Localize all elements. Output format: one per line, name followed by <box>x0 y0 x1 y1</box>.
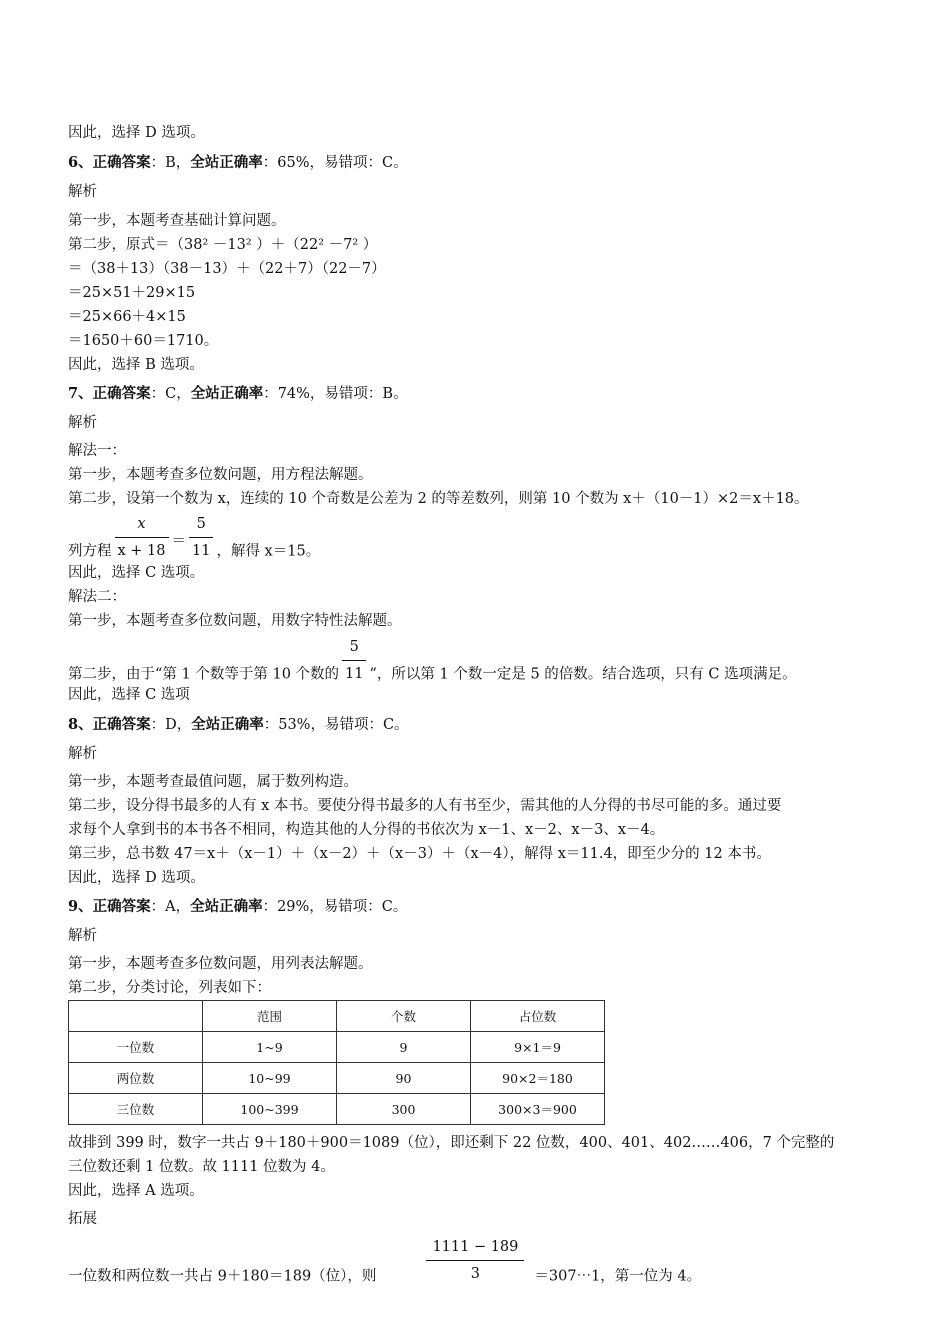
calc-line: ＝1650＋60＝1710。 <box>68 333 219 349</box>
step-line-fraction <box>68 636 797 686</box>
analysis-heading: 解析 <box>68 746 97 762</box>
step-line: 第一步，本题考查多位数问题，用方程法解题。 <box>68 467 373 483</box>
answer-value: ：D， <box>150 717 192 733</box>
rate-value: ：65%，易错项：C。 <box>262 155 408 171</box>
analysis-heading: 解析 <box>68 184 97 200</box>
question-number: 6、 <box>68 154 93 171</box>
extension-heading: 拓展 <box>68 1211 97 1227</box>
step-line: 第一步，本题考查最值问题，属于数列构造。 <box>68 774 358 790</box>
method-heading: 解法一： <box>68 443 126 459</box>
step-line: 求每个人拿到书的本书各不相同，构造其他的人分得的书依次为 x－1、x－2、x－3、x－4。 <box>68 822 665 838</box>
extension-prefix: 一位数和两位数一共占 9＋180＝189（位），则 <box>68 1268 377 1285</box>
answer-value: ：A， <box>150 899 191 915</box>
table-header-row <box>69 1001 605 1032</box>
table-cell: 90×2＝180 <box>471 1063 605 1094</box>
answer-label: 正确答案 <box>92 898 151 915</box>
table-cell: 300×3＝900 <box>471 1094 605 1125</box>
rate-value: ：29%，易错项：C。 <box>262 899 408 915</box>
answer-header-q7 <box>68 384 408 404</box>
question-number: 7、 <box>68 385 93 402</box>
rate-label: 全站正确率 <box>190 898 263 915</box>
table-cell: 三位数 <box>69 1094 203 1125</box>
fraction-numerator: 5 <box>196 516 206 532</box>
extension-suffix: ＝307⋯1，第一位为 4。 <box>534 1268 702 1285</box>
answer-label: 正确答案 <box>92 716 151 733</box>
table-header-cell: 范围 <box>203 1001 337 1032</box>
fraction-numerator: 1111 − 189 <box>432 1239 519 1255</box>
answer-header-q9 <box>68 897 407 917</box>
step-line: 第三步，总书数 47＝x＋（x－1）＋（x－2）＋（x－3）＋（x－4），解得 x＝11.4，即至少分的 12 本书。 <box>68 846 771 862</box>
calc-line: ＝25×51＋29×15 <box>68 285 196 301</box>
step-line: 第一步，本题考查多位数问题，用数字特性法解题。 <box>68 613 402 629</box>
step-line: 第二步，设第一个数为 x，连续的 10 个奇数是公差为 2 的等差数列，则第 10 个数为 x＋（10－1）×2＝x＋18。 <box>68 491 809 507</box>
table-cell: 9×1＝9 <box>471 1032 605 1063</box>
table-row <box>69 1094 605 1125</box>
fraction-denominator: x + 18 <box>115 537 169 562</box>
equation-line: 列方程 $\frac{x}{x + 18}$ ＝ $\frac{5}{11}$ ，解得 x＝15。 <box>68 513 320 563</box>
equation-prefix: 列方程 <box>68 543 112 560</box>
step-line: 第一步，本题考查基础计算问题。 <box>68 213 286 229</box>
question-number: 9、 <box>68 898 93 915</box>
table-cell: 90 <box>337 1063 471 1094</box>
fraction-numerator: x <box>137 516 146 532</box>
table-cell: 100~399 <box>203 1094 337 1125</box>
table-row <box>69 1063 605 1094</box>
table-cell: 两位数 <box>69 1063 203 1094</box>
fraction-denominator: 11 <box>342 660 366 685</box>
step-line: 第一步，本题考查多位数问题，用列表法解题。 <box>68 956 373 972</box>
conclusion-line: 因此，选择 C 选项 <box>68 687 190 703</box>
question-number: 8、 <box>68 716 93 733</box>
table-cell: 1~9 <box>203 1032 337 1063</box>
step-suffix: ”，所以第 1 个数一定是 5 的倍数。结合选项，只有 C 选项满足。 <box>369 666 797 683</box>
step-line: 第二步，分类讨论，列表如下： <box>68 980 271 996</box>
table-cell: 10~99 <box>203 1063 337 1094</box>
answer-header-q6 <box>68 153 408 173</box>
answer-label: 正确答案 <box>92 385 151 402</box>
fraction-1111-minus-189-over-3 <box>426 1236 524 1285</box>
analysis-heading: 解析 <box>68 415 97 431</box>
rate-label: 全站正确率 <box>190 385 264 402</box>
equation-suffix: ，解得 x＝15。 <box>216 543 321 560</box>
conclusion-line: 因此，选择 B 选项。 <box>68 357 204 373</box>
fraction-5-over-11 <box>342 636 366 685</box>
answer-header-q8 <box>68 715 409 735</box>
rate-label: 全站正确率 <box>191 716 264 733</box>
answer-label: 正确答案 <box>92 154 151 171</box>
conclusion-line: 因此，选择 C 选项。 <box>68 565 205 581</box>
fraction-5-over-11 <box>189 513 213 562</box>
analysis-heading: 解析 <box>68 928 97 944</box>
conclusion-line: 因此，选择 D 选项。 <box>68 870 205 886</box>
rate-label: 全站正确率 <box>190 154 263 171</box>
table-row <box>69 1032 605 1063</box>
fraction-numerator: 5 <box>349 639 359 655</box>
step-prefix: 第二步，由于“第 1 个数等于第 10 个数的 <box>68 666 340 683</box>
rate-value: ：74%，易错项：B。 <box>263 386 408 402</box>
step-line: 三位数还剩 1 位数。故 1111 位数为 4。 <box>68 1159 335 1175</box>
table-header-cell: 占位数 <box>471 1001 605 1032</box>
fraction-denominator: 11 <box>189 537 213 562</box>
fraction-denominator: 3 <box>426 1260 524 1285</box>
calc-line: ＝25×66＋4×15 <box>68 309 186 325</box>
step-line: 第二步，原式＝（38² －13² ）＋（22² －7² ） <box>68 237 378 253</box>
answer-value: ：B， <box>150 155 191 171</box>
answer-value: ：C， <box>150 386 191 402</box>
conclusion-line: 因此，选择 A 选项。 <box>68 1183 204 1199</box>
table-cell: 一位数 <box>69 1032 203 1063</box>
table-header-cell <box>69 1001 203 1032</box>
table-cell: 9 <box>337 1032 471 1063</box>
table-cell: 300 <box>337 1094 471 1125</box>
extension-line <box>68 1236 701 1288</box>
conclusion-line: 因此，选择 D 选项。 <box>68 125 205 141</box>
step-line: 故排到 399 时，数字一共占 9＋180＋900＝1089（位），即还剩下 22 位数，400、401、402……406，7 个完整的 <box>68 1135 835 1151</box>
place-count-table <box>68 1000 605 1125</box>
fraction-x-over-x18 <box>115 513 169 562</box>
rate-value: ：53%，易错项：C。 <box>263 717 409 733</box>
calc-line: ＝（38＋13）（38－13）＋（22＋7）（22－7） <box>68 261 386 277</box>
step-line: 第二步，设分得书最多的人有 x 本书。要使分得书最多的人有书至少，需其他的人分得的书尽可能的多。通过要 <box>68 798 782 814</box>
table-header-cell: 个数 <box>337 1001 471 1032</box>
method-heading: 解法二： <box>68 589 126 605</box>
